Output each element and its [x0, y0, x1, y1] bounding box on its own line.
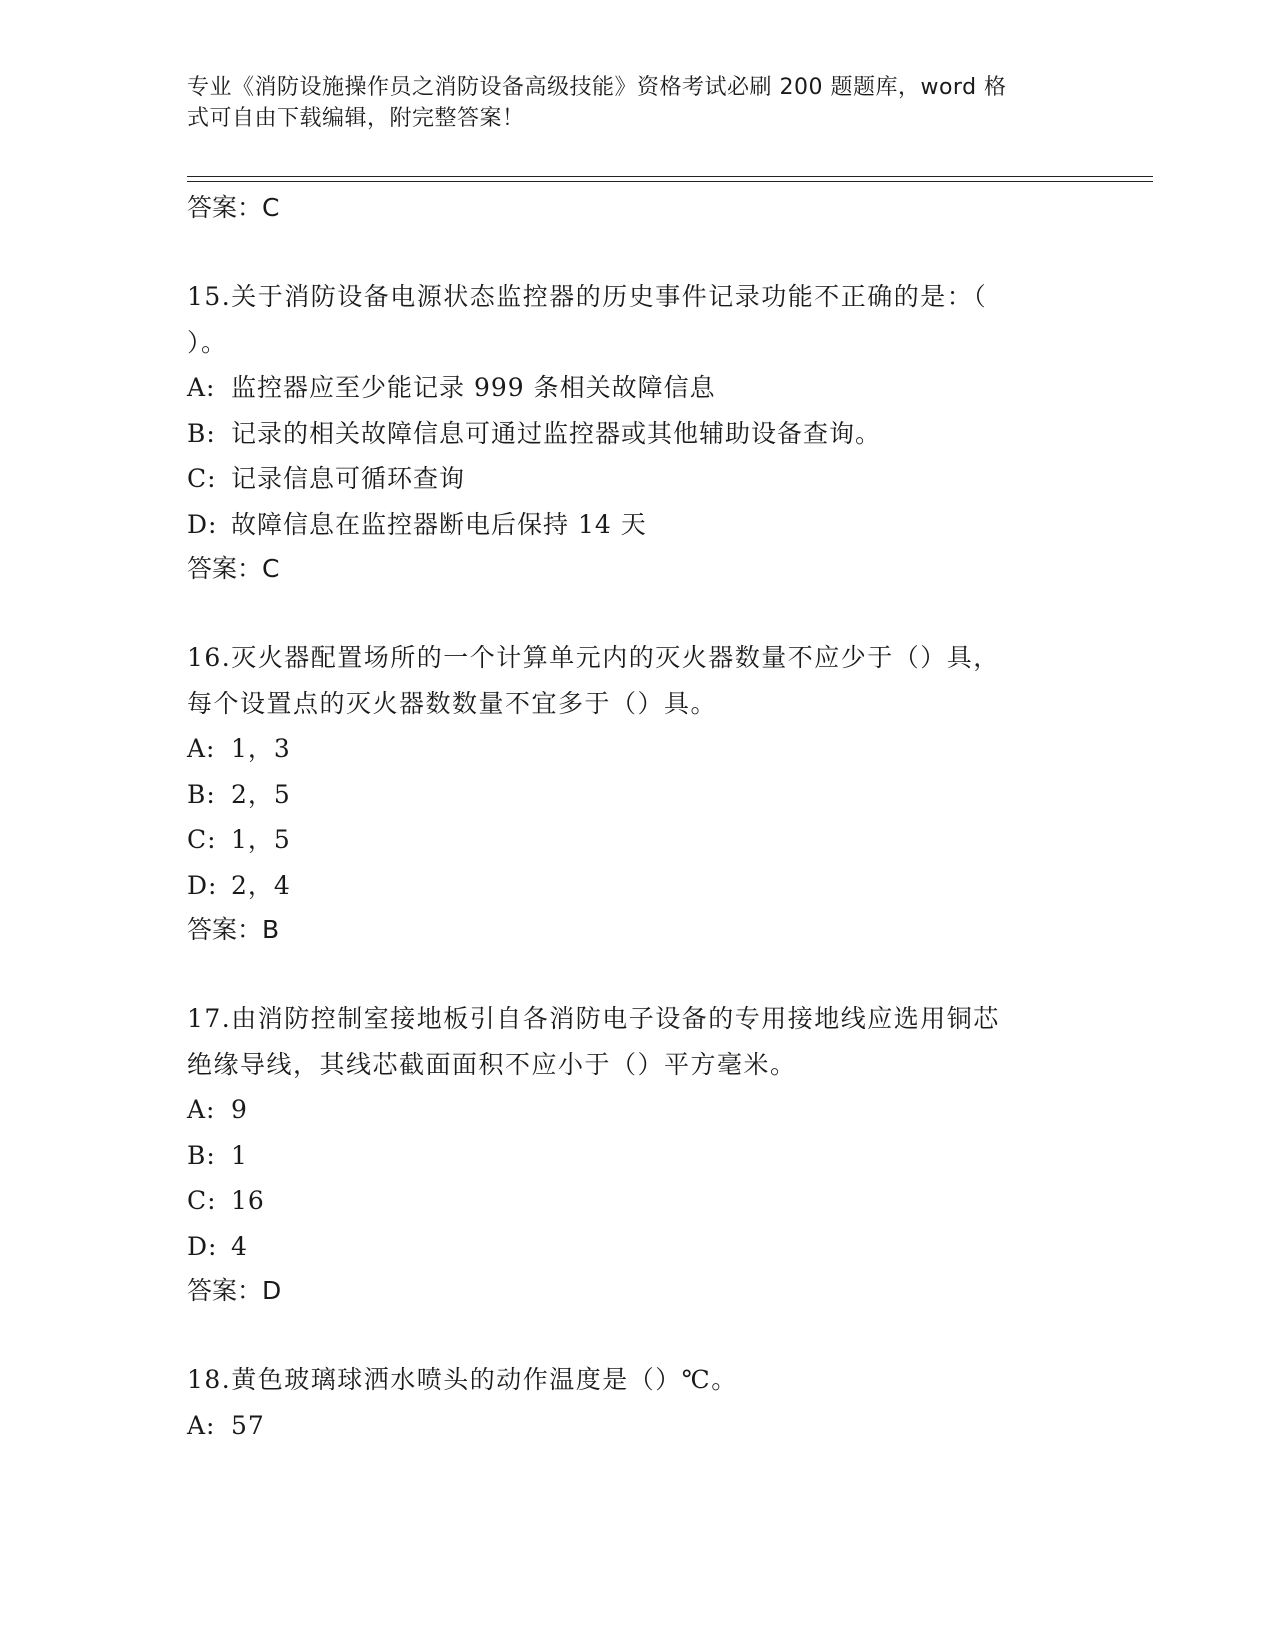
question-16: [187, 635, 1087, 952]
question-text-line: 绝缘导线，其线芯截面面积不应小于（）平方毫米。: [187, 1049, 797, 1079]
answer-value: C: [262, 554, 280, 583]
option-c: [187, 817, 1087, 863]
question-text-line: 15.关于消防设备电源状态监控器的历史事件记录功能不正确的是：（: [187, 282, 988, 311]
question-text-line: 17.由消防控制室接地板引自各消防电子设备的专用接地线应选用铜芯: [187, 1004, 1000, 1033]
option-label: B:: [187, 1140, 216, 1170]
option-text: 1，3: [231, 734, 291, 763]
header-line-2: 式可自由下载编辑，附完整答案！: [187, 106, 525, 131]
option-a: [187, 1403, 1087, 1449]
option-label: C:: [187, 825, 217, 854]
header-rule-bottom: [187, 181, 1153, 182]
option-text: 1: [231, 1140, 248, 1170]
answer: [187, 1269, 1087, 1313]
option-d: [187, 863, 1087, 909]
answer-label: 答案：: [187, 1276, 263, 1305]
option-text: 记录信息可循环查询: [231, 464, 466, 493]
answer-label: 答案：: [187, 915, 263, 944]
option-text: 57: [231, 1410, 265, 1440]
option-text: 记录的相关故障信息可通过监控器或其他辅助设备查询。: [231, 418, 882, 448]
option-label: A:: [187, 373, 216, 402]
option-label: B:: [187, 779, 216, 809]
option-label: D:: [187, 870, 218, 900]
question-text-line: ）。: [187, 327, 228, 357]
option-text: 4: [231, 1231, 248, 1261]
option-d: [187, 502, 1087, 548]
answer-label: 答案：: [187, 554, 263, 583]
option-label: D:: [187, 1231, 218, 1261]
option-d: [187, 1224, 1087, 1270]
option-b: [187, 1133, 1087, 1179]
option-a: [187, 1087, 1087, 1133]
option-text: 1，5: [231, 825, 291, 854]
answer-label: 答案：: [187, 193, 263, 222]
option-b: [187, 411, 1087, 457]
option-text: 故障信息在监控器断电后保持 14 天: [231, 509, 647, 539]
option-c: [187, 1178, 1087, 1224]
header-rule-top: [187, 176, 1153, 177]
option-text: 2，5: [231, 779, 291, 809]
question-15: [187, 274, 1087, 591]
option-text: 16: [231, 1186, 265, 1215]
answer-value: C: [262, 193, 280, 222]
option-text: 9: [231, 1095, 248, 1124]
option-label: A:: [187, 734, 216, 763]
answer: [187, 908, 1087, 952]
option-c: [187, 456, 1087, 502]
option-a: [187, 726, 1087, 772]
option-label: B:: [187, 418, 216, 448]
option-label: D:: [187, 509, 218, 539]
question-text-line: 18.黄色玻璃球洒水喷头的动作温度是（）℃。: [187, 1365, 738, 1394]
document-body: [187, 186, 1087, 1448]
previous-answer: [187, 186, 1087, 230]
option-b: [187, 772, 1087, 818]
question-18: [187, 1357, 1087, 1448]
option-label: C:: [187, 1186, 217, 1215]
option-text: 监控器应至少能记录 999 条相关故障信息: [231, 373, 716, 402]
option-label: A:: [187, 1410, 216, 1440]
option-label: C:: [187, 464, 217, 493]
question-17: [187, 996, 1087, 1313]
answer-value: B: [262, 915, 280, 944]
option-a: [187, 365, 1087, 411]
document-header: [187, 72, 1067, 134]
option-text: 2，4: [231, 870, 291, 900]
header-line-1: 专业《消防设施操作员之消防设备高级技能》资格考试必刷 200 题题库，word 格: [187, 75, 1007, 100]
option-label: A:: [187, 1095, 216, 1124]
answer-value: D: [262, 1276, 282, 1305]
question-text-line: 16.灭火器配置场所的一个计算单元内的灭火器数量不应少于（）具，: [187, 643, 1000, 672]
answer: [187, 547, 1087, 591]
question-text-line: 每个设置点的灭火器数数量不宜多于（）具。: [187, 688, 718, 718]
